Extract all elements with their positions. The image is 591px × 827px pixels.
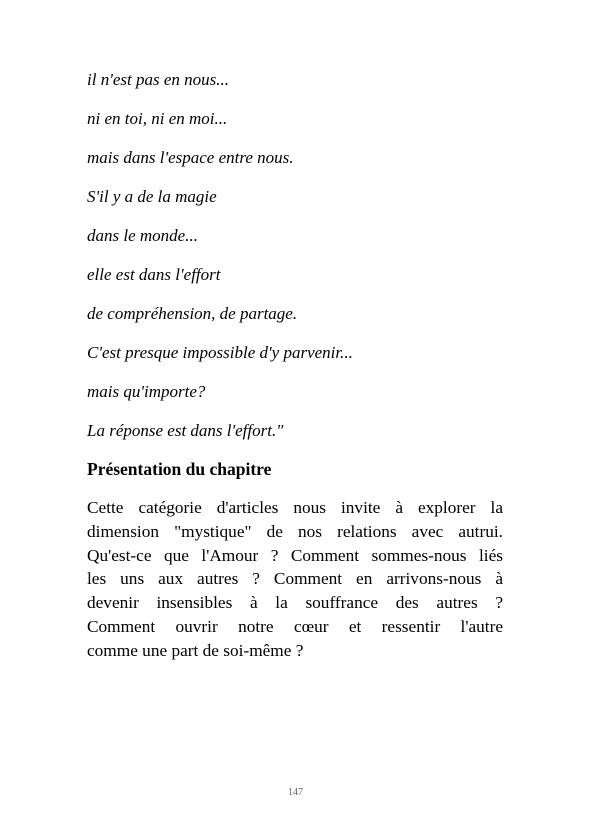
poem-excerpt <box>87 70 507 460</box>
paragraph-line: Comment ouvrir notre cœur et ressentir l'autre <box>87 616 503 636</box>
paragraph-line: Cette catégorie d'articles nous invite à explorer la <box>87 498 503 517</box>
poem-line: ni en toi, ni en moi... <box>87 109 228 128</box>
paragraph-line: comme une part de soi-même ? <box>87 640 304 660</box>
paragraph-line: les uns aux autres ? Comment en arrivons-nous à <box>87 569 503 589</box>
poem-line: mais dans l'espace entre nous. <box>87 148 294 167</box>
poem-line: C'est presque impossible d'y parvenir... <box>87 343 353 362</box>
page-number: 147 <box>288 787 303 798</box>
chapter-introduction-paragraph <box>87 496 503 663</box>
chapter-title: Présentation du chapitre <box>87 459 272 479</box>
poem-line: dans le monde... <box>87 226 198 245</box>
poem-line: La réponse est dans l'effort." <box>87 421 284 440</box>
poem-line: mais qu'importe? <box>87 382 206 401</box>
paragraph-line: dimension "mystique" de nos relations avec autrui. <box>87 521 503 541</box>
paragraph-line: devenir insensibles à la souffrance des autres ? <box>87 593 503 613</box>
poem-line: elle est dans l'effort <box>87 265 221 284</box>
paragraph-line: Qu'est-ce que l'Amour ? Comment sommes-nous liés <box>87 545 503 565</box>
poem-line: il n'est pas en nous... <box>87 70 229 89</box>
poem-line: de compréhension, de partage. <box>87 304 298 323</box>
poem-line: S'il y a de la magie <box>87 187 217 206</box>
